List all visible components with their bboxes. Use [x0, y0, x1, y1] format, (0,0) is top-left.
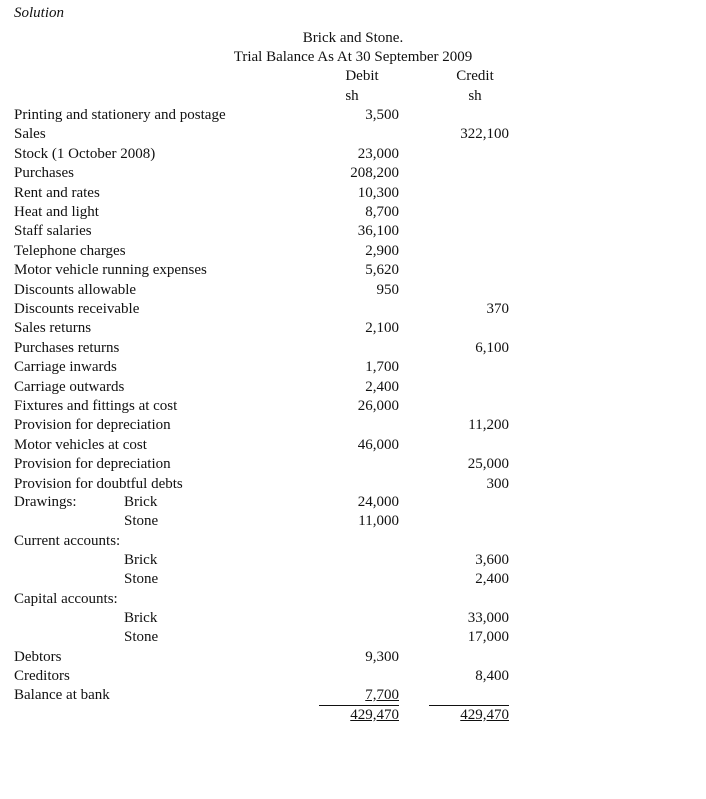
row-label: Heat and light — [14, 204, 99, 220]
row-credit: 25,000 — [467, 456, 509, 473]
row-debit: 26,000 — [357, 398, 399, 414]
row-label: Fixtures and fittings at cost — [14, 398, 178, 414]
debit-unit: sh — [345, 88, 359, 104]
current-stone-credit: 2,400 — [475, 571, 509, 587]
row-label: Provision for doubtful debts — [14, 475, 183, 492]
row-label: Motor vehicle running expenses — [14, 262, 207, 279]
row-label: Printing and stationery and postage — [14, 107, 226, 123]
row-label: Staff salaries — [14, 223, 92, 240]
row-debit: 36,100 — [357, 223, 399, 240]
total-debit: 429,470 — [319, 705, 399, 725]
row-debit: 10,300 — [357, 184, 399, 201]
row-label: Sales returns — [14, 320, 92, 337]
row-label: Carriage outwards — [14, 378, 125, 395]
bank-debit: 7,700 — [365, 687, 399, 703]
row-credit: 6,100 — [475, 339, 509, 356]
row-label: Motor vehicles at cost — [14, 436, 147, 453]
row-credit: 370 — [486, 301, 509, 317]
solution-label: Solution — [14, 5, 65, 21]
capital-accounts-label: Capital accounts: — [14, 591, 118, 607]
row-label: Rent and rates — [14, 184, 100, 201]
creditors-label: Creditors — [14, 668, 70, 684]
capital-brick-credit: 33,000 — [467, 610, 509, 626]
row-label: Telephone charges — [14, 242, 126, 259]
row-label: Provision for depreciation — [14, 456, 171, 473]
row-label: Provision for depreciation — [14, 417, 171, 434]
capital-stone-credit: 17,000 — [467, 629, 509, 645]
creditors-credit: 8,400 — [475, 668, 509, 684]
row-debit: 1,700 — [365, 359, 399, 376]
row-credit: 322,100 — [460, 126, 509, 143]
row-debit: 950 — [376, 281, 399, 298]
debtors-label: Debtors — [14, 649, 62, 665]
drawings-brick-label: Brick — [124, 494, 158, 510]
page-title: Trial Balance As At 30 September 2009 — [233, 49, 473, 65]
credit-header: Credit — [456, 68, 494, 84]
debit-header: Debit — [345, 68, 379, 84]
capital-stone-label: Stone — [124, 629, 159, 645]
row-debit: 208,200 — [350, 165, 399, 182]
total-credit: 429,470 — [429, 705, 509, 725]
row-label: Discounts receivable — [14, 301, 140, 317]
row-label: Stock (1 October 2008) — [14, 145, 156, 162]
row-credit: 11,200 — [468, 417, 509, 434]
bank-label: Balance at bank — [14, 687, 110, 703]
row-debit: 3,500 — [365, 107, 399, 123]
drawings-stone-label: Stone — [124, 513, 159, 529]
drawings-stone-debit: 11,000 — [358, 513, 399, 529]
credit-unit: sh — [468, 88, 482, 104]
row-label: Carriage inwards — [14, 359, 117, 376]
row-debit: 2,100 — [365, 320, 399, 337]
row-debit: 2,900 — [365, 242, 399, 259]
capital-brick-label: Brick — [124, 610, 158, 626]
row-credit: 300 — [486, 475, 509, 492]
debtors-debit: 9,300 — [365, 649, 399, 665]
row-debit: 2,400 — [365, 378, 399, 395]
drawings-label: Drawings: — [14, 494, 77, 510]
current-accounts-label: Current accounts: — [14, 533, 121, 549]
row-label: Discounts allowable — [14, 281, 137, 298]
row-debit: 46,000 — [357, 436, 399, 453]
row-debit: 23,000 — [357, 145, 399, 162]
row-debit: 8,700 — [365, 204, 399, 220]
firm-name: Brick and Stone. — [302, 30, 404, 46]
row-debit: 5,620 — [365, 262, 399, 279]
row-label: Sales — [14, 126, 46, 143]
current-stone-label: Stone — [124, 571, 159, 587]
row-label: Purchases — [14, 165, 74, 182]
row-label: Purchases returns — [14, 339, 120, 356]
drawings-brick-debit: 24,000 — [357, 494, 399, 510]
current-brick-label: Brick — [124, 552, 158, 568]
current-brick-credit: 3,600 — [475, 552, 509, 568]
